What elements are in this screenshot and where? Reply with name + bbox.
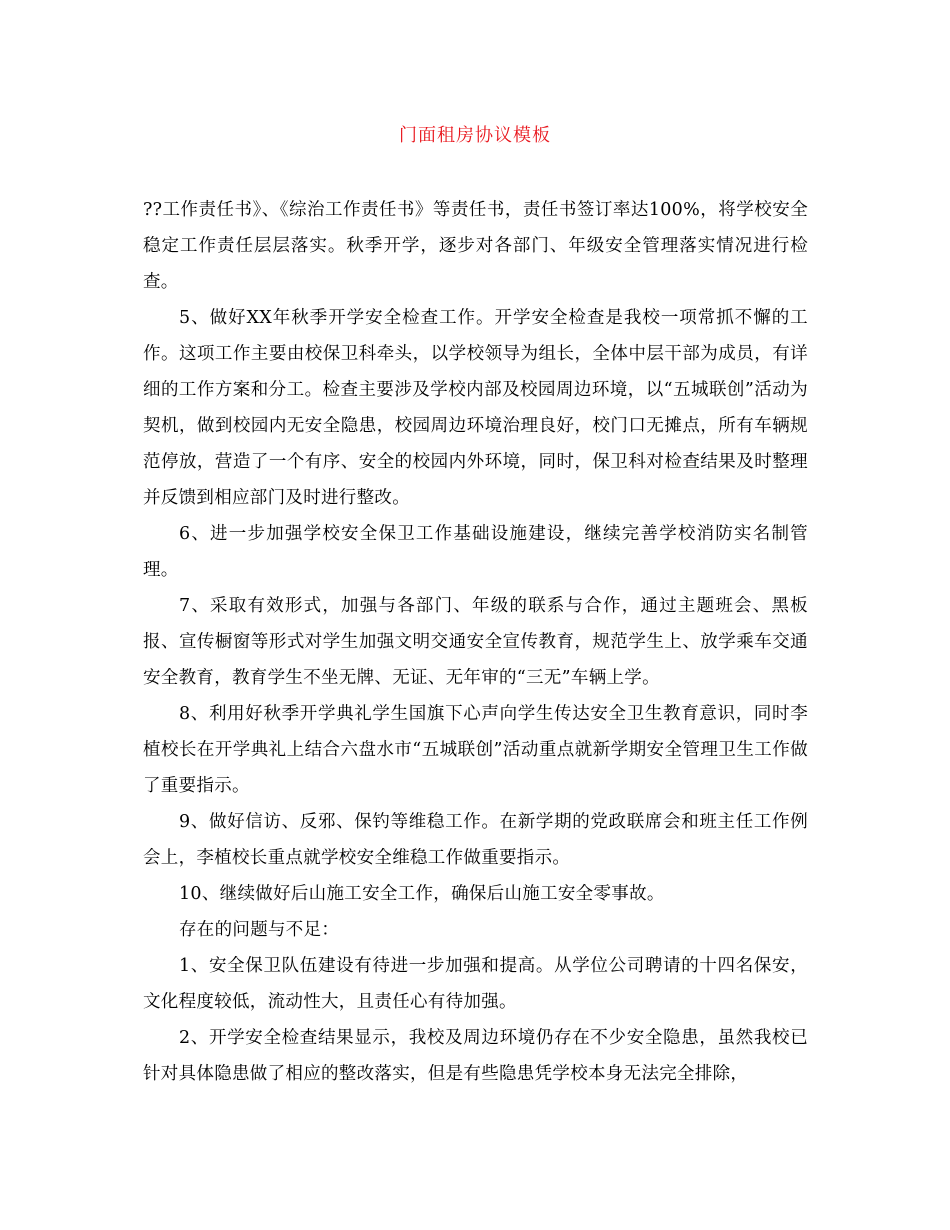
- document-body: [143, 192, 808, 1092]
- paragraph: 10、继续做好后山施工安全工作，确保后山施工安全零事故。: [179, 884, 665, 904]
- paragraph: 6、进一步加强学校安全保卫工作基础设施建设，继续完善学校消防实名制管理。: [143, 524, 808, 580]
- paragraph: 2、开学安全检查结果显示，我校及周边环境仍存在不少安全隐患，虽然我校已针对具体隐患做了相应的整改落实，但是有些隐患凭学校本身无法完全排除，: [143, 1028, 808, 1084]
- paragraph: 8、利用好秋季开学典礼学生国旗下心声向学生传达安全卫生教育意识，同时李植校长在开学典礼上结合六盘水市“五城联创”活动重点就新学期安全管理卫生工作做了重要指示。: [143, 704, 808, 796]
- paragraph: 5、做好XX年秋季开学安全检查工作。开学安全检查是我校一项常抓不懈的工作。这项工作主要由校保卫科牵头，以学校领导为组长，全体中层干部为成员，有详细的工作方案和分工。检查主要涉及学校内部及校园周边环境，以“五城联创”活动为契机，做到校园内无安全隐患，校园周边环境治理良好，校门口无摊点，所有车辆规范停放，营造了一个有序、安全的校园内外环境，同时，保卫科对检查结果及时整理并反馈到相应部门及时进行整改。: [143, 308, 808, 508]
- document-title: 门面租房协议模板: [399, 125, 551, 146]
- paragraph: 存在的问题与不足：: [179, 920, 340, 940]
- paragraph: 9、做好信访、反邪、保钓等维稳工作。在新学期的党政联席会和班主任工作例会上，李植校长重点就学校安全维稳工作做重要指示。: [143, 812, 808, 868]
- paragraph: ??工作责任书》、《综治工作责任书》等责任书，责任书签订率达100%，将学校安全稳定工作责任层层落实。秋季开学，逐步对各部门、年级安全管理落实情况进行检查。: [143, 200, 808, 292]
- paragraph: 1、安全保卫队伍建设有待进一步加强和提高。从学位公司聘请的十四名保安，文化程度较低，流动性大，且责任心有待加强。: [143, 956, 808, 1012]
- paragraph: 7、采取有效形式，加强与各部门、年级的联系与合作，通过主题班会、黑板报、宣传橱窗等形式对学生加强文明交通安全宣传教育，规范学生上、放学乘车交通安全教育，教育学生不坐无牌、无证、无年审的“三无”车辆上学。: [143, 596, 808, 688]
